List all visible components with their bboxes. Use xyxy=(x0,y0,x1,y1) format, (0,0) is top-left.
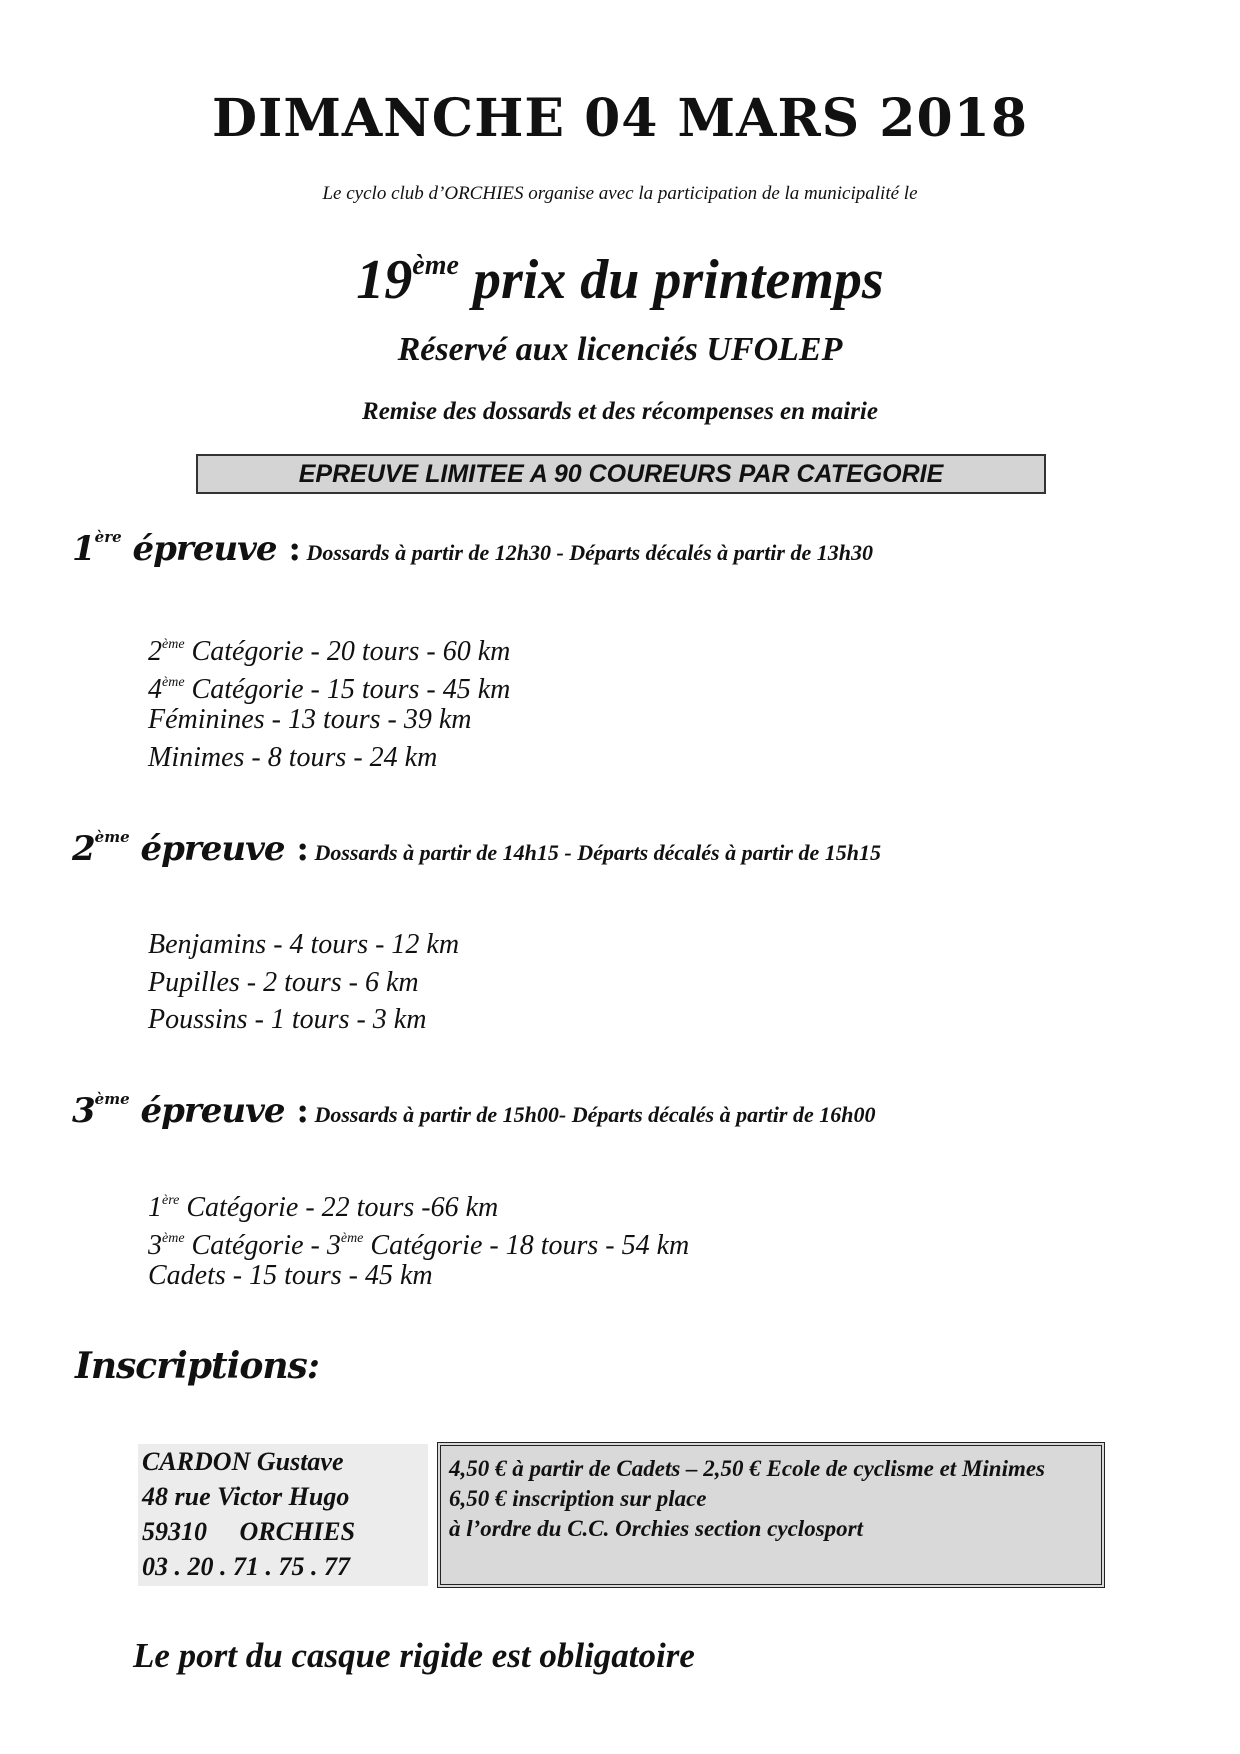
helmet-notice: Le port du casque rigide est obligatoire xyxy=(133,1636,695,1675)
fees-box xyxy=(437,1442,1105,1588)
epreuve-2-name: épreuve xyxy=(129,829,285,869)
category-line: 4ème Catégorie - 15 tours - 45 km xyxy=(148,673,511,705)
epreuve-2-categories xyxy=(148,926,459,1039)
epreuve-3-schedule: Dossards à partir de 15h00- Départs décalés à partir de 16h00 xyxy=(308,1102,876,1127)
epreuve-1-num: 1 xyxy=(72,529,95,569)
epreuve-3-colon: : xyxy=(284,1091,309,1131)
epreuve-1-header xyxy=(72,528,873,569)
category-line: Cadets - 15 tours - 45 km xyxy=(148,1260,433,1291)
epreuve-3-categories xyxy=(148,1182,689,1295)
eligibility-line: Réservé aux licenciés UFOLEP xyxy=(397,331,843,368)
bib-pickup-line: Remise des dossards et des récompenses en mairie xyxy=(362,398,878,425)
prix-suffix: ème xyxy=(412,250,459,281)
epreuve-3-num: 3 xyxy=(72,1091,95,1131)
epreuve-3-name: épreuve xyxy=(129,1091,285,1131)
epreuve-1-schedule: Dossards à partir de 12h30 - Départs décalés à partir de 13h30 xyxy=(300,540,873,565)
category-line: Féminines - 13 tours - 39 km xyxy=(148,704,472,735)
category-line: 1ère Catégorie - 22 tours -66 km xyxy=(148,1192,499,1223)
epreuve-1-colon: : xyxy=(276,529,301,569)
prix-text: prix du printemps xyxy=(458,249,884,311)
epreuve-2-title xyxy=(72,829,285,869)
category-line: 3ème Catégorie - 3ème Catégorie - 18 tours - 54 km xyxy=(148,1229,690,1261)
prix-number: 19 xyxy=(356,249,413,311)
category-line: Minimes - 8 tours - 24 km xyxy=(148,741,438,773)
category-line: Poussins - 1 tours - 3 km xyxy=(148,1004,427,1035)
fee-line: 6,50 € inscription sur place xyxy=(449,1486,707,1511)
category-line: Pupilles - 2 tours - 6 km xyxy=(148,966,419,998)
contact-phone: 03 . 20 . 71 . 75 . 77 xyxy=(142,1552,350,1581)
epreuve-1-suffix: ère xyxy=(94,528,122,546)
event-date: DIMANCHE 04 MARS 2018 xyxy=(211,88,1029,149)
epreuve-2-header xyxy=(72,828,881,869)
category-line: 2ème Catégorie - 20 tours - 60 km xyxy=(148,636,511,667)
epreuve-3-suffix: ème xyxy=(94,1090,130,1108)
contact-name: CARDON Gustave xyxy=(142,1447,344,1476)
limit-banner: EPREUVE LIMITEE A 90 COUREURS PAR CATEGORIE xyxy=(196,454,1046,494)
inscriptions-title: Inscriptions: xyxy=(75,1345,320,1387)
epreuve-1-name: épreuve xyxy=(121,529,277,569)
contact-address xyxy=(138,1444,428,1586)
contact-street: 48 rue Victor Hugo xyxy=(142,1482,350,1511)
category-line: Benjamins - 4 tours - 12 km xyxy=(148,929,460,960)
epreuve-2-colon: : xyxy=(284,829,309,869)
epreuve-1-categories xyxy=(148,626,510,776)
contact-city: 59310 ORCHIES xyxy=(142,1517,356,1546)
epreuve-3-title xyxy=(72,1091,285,1131)
epreuve-2-suffix: ème xyxy=(94,828,130,846)
epreuve-3-header xyxy=(72,1090,875,1131)
event-title xyxy=(0,248,1240,312)
fee-line: à l’ordre du C.C. Orchies section cyclosport xyxy=(449,1516,863,1541)
fee-line: 4,50 € à partir de Cadets – 2,50 € Ecole de cyclisme et Minimes xyxy=(449,1456,1046,1481)
epreuve-2-num: 2 xyxy=(72,829,95,869)
epreuve-1-title xyxy=(72,529,277,569)
epreuve-2-schedule: Dossards à partir de 14h15 - Départs décalés à partir de 15h15 xyxy=(308,840,881,865)
organizer-line: Le cyclo club d’ORCHIES organise avec la participation de la municipalité le xyxy=(322,183,918,204)
